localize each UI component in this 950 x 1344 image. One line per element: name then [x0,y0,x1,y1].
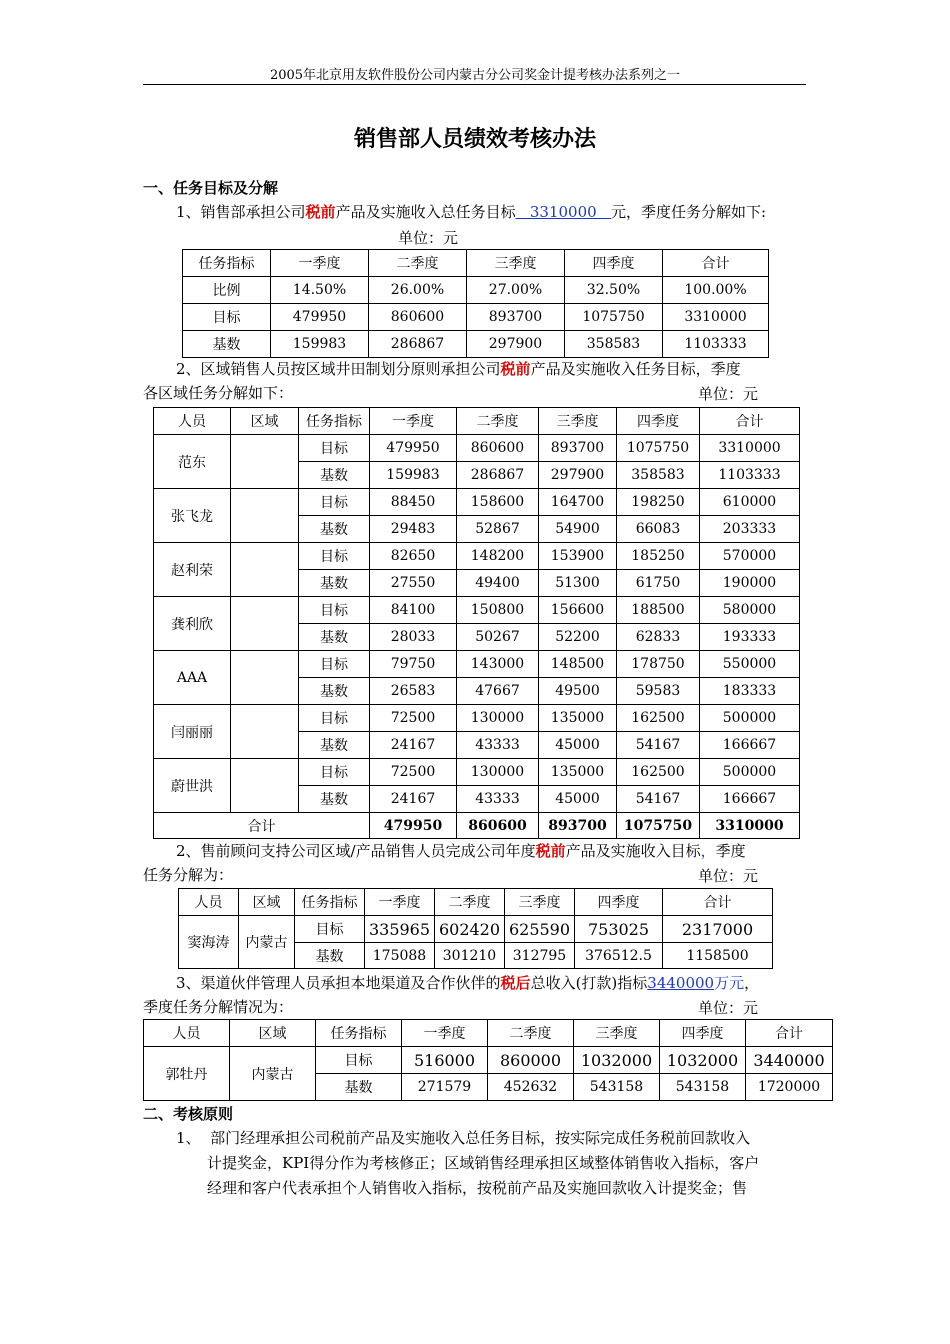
table1-unit: 单位：元 [398,229,459,247]
value-cell: 162500 [617,705,700,732]
region-cell [231,435,299,489]
value-cell: 54167 [617,786,700,813]
value-cell: 3440000 [746,1047,833,1074]
header-cell: 合计 [746,1020,833,1047]
value-cell: 625590 [505,916,575,943]
value-cell: 358583 [617,462,700,489]
metric-cell: 目标 [299,759,370,786]
table-cell: 1103333 [663,331,769,358]
person-name-cell: 赵利荣 [154,543,231,597]
value-cell: 52867 [457,516,539,543]
value-cell: 188500 [617,597,700,624]
p4-channel-target: 3440000 [647,974,715,992]
value-cell: 72500 [370,705,457,732]
header-cell: 二季度 [488,1020,574,1047]
header-cell: 一季度 [271,250,369,277]
header-cell: 人员 [144,1020,230,1047]
table-cell: 27.00% [467,277,565,304]
header-cell: 四季度 [565,250,663,277]
document-title: 销售部人员绩效考核办法 [353,127,596,152]
value-cell: 162500 [617,759,700,786]
person-name-cell: 龚利欣 [154,597,231,651]
p4-highlight-aftertax: 税后 [500,974,531,992]
value-cell: 24167 [370,732,457,759]
header-rule [143,84,806,85]
table-cell: 893700 [467,304,565,331]
value-cell: 1075750 [617,435,700,462]
presales-consultant-table [178,888,773,969]
total-value-cell: 860600 [457,813,539,839]
value-cell: 49500 [539,678,617,705]
value-cell: 2317000 [663,916,773,943]
value-cell: 28033 [370,624,457,651]
header-cell: 区域 [239,889,295,916]
header-cell: 四季度 [617,408,700,435]
table-header-row [179,889,773,916]
table-header-row [183,250,769,277]
p2-text-c: 产品及实施收入任务目标，季度 [530,360,741,378]
value-cell: 52200 [539,624,617,651]
value-cell: 185250 [617,543,700,570]
value-cell: 158600 [457,489,539,516]
header-cell: 三季度 [574,1020,660,1047]
header-cell: 二季度 [435,889,505,916]
table-cell: 358583 [565,331,663,358]
value-cell: 516000 [402,1047,488,1074]
region-cell [231,543,299,597]
value-cell: 610000 [700,489,800,516]
total-value-cell: 1075750 [617,813,700,839]
channel-partner-table [143,1019,833,1101]
section-2-line-1: 1、 部门经理承担公司税前产品及实施收入总任务目标，按实际完成任务税前回款收入 [176,1129,751,1147]
value-cell: 130000 [457,705,539,732]
value-cell: 893700 [539,435,617,462]
person-name-cell: 范东 [154,435,231,489]
header-cell: 三季度 [505,889,575,916]
value-cell: 54167 [617,732,700,759]
value-cell: 84100 [370,597,457,624]
paragraph-3-line-2: 任务分解为： [143,866,234,884]
value-cell: 50267 [457,624,539,651]
header-cell: 人员 [179,889,239,916]
region-cell: 内蒙古 [230,1047,316,1101]
table-cell: 32.50% [565,277,663,304]
header-cell: 四季度 [660,1020,746,1047]
header-cell: 合计 [663,889,773,916]
value-cell: 159983 [370,462,457,489]
header-cell: 二季度 [369,250,467,277]
value-cell: 860000 [488,1047,574,1074]
header-cell: 任务指标 [299,408,370,435]
person-name-cell: 张飞龙 [154,489,231,543]
p4-unit-text: 万元 [714,974,745,992]
value-cell: 3310000 [700,435,800,462]
table-row [154,651,800,678]
value-cell: 43333 [457,786,539,813]
metric-cell: 基数 [295,943,365,969]
p4-comma: ， [744,974,760,992]
table-row [183,304,769,331]
value-cell: 1032000 [574,1047,660,1074]
table-row [154,597,800,624]
table-cell: 297900 [467,331,565,358]
header-cell: 一季度 [365,889,435,916]
value-cell: 1720000 [746,1074,833,1101]
table-cell: 目标 [183,304,271,331]
value-cell: 543158 [660,1074,746,1101]
value-cell: 753025 [575,916,663,943]
p3-text-d: 季度 [715,842,746,860]
value-cell: 24167 [370,786,457,813]
table-cell: 479950 [271,304,369,331]
header-cell: 三季度 [539,408,617,435]
paragraph-3-line-1 [176,840,746,862]
region-cell [231,705,299,759]
metric-cell: 目标 [295,916,365,943]
section-2-line-3: 经理和客户代表承担个人销售收入指标，按税前产品及实施回款收入计提奖金；售 [207,1179,748,1197]
value-cell: 376512.5 [575,943,663,969]
value-cell: 79750 [370,651,457,678]
value-cell: 82650 [370,543,457,570]
person-name-cell: 郭牡丹 [144,1047,230,1101]
value-cell: 860600 [457,435,539,462]
value-cell: 135000 [539,759,617,786]
value-cell: 148200 [457,543,539,570]
paragraph-4-line-1 [176,972,759,994]
paragraph-2-line-2: 各区域任务分解如下： [143,384,294,402]
value-cell: 479950 [370,435,457,462]
metric-cell: 基数 [299,678,370,705]
header-cell: 一季度 [370,408,457,435]
header-cell: 三季度 [467,250,565,277]
table-row [154,489,800,516]
value-cell: 500000 [700,705,800,732]
metric-cell: 基数 [299,624,370,651]
metric-cell: 目标 [299,705,370,732]
header-cell: 区域 [231,408,299,435]
metric-cell: 基数 [299,462,370,489]
value-cell: 175088 [365,943,435,969]
header-cell: 人员 [154,408,231,435]
table-header-row [154,408,800,435]
value-cell: 570000 [700,543,800,570]
value-cell: 61750 [617,570,700,597]
value-cell: 183333 [700,678,800,705]
table3-unit: 单位：元 [698,867,759,885]
region-cell [231,597,299,651]
metric-cell: 基数 [316,1074,402,1101]
header-cell: 合计 [700,408,800,435]
table-row [183,331,769,358]
value-cell: 45000 [539,786,617,813]
p3-highlight-pretax: 税前 [535,842,566,860]
region-cell [231,489,299,543]
table-row [144,1047,833,1074]
value-cell: 198250 [617,489,700,516]
region-cell [231,759,299,813]
value-cell: 550000 [700,651,800,678]
metric-cell: 目标 [299,435,370,462]
table-cell: 159983 [271,331,369,358]
value-cell: 62833 [617,624,700,651]
header-cell: 任务指标 [295,889,365,916]
table-row [183,277,769,304]
p3-text-c: 产品及实施收入目标 [565,842,701,860]
metric-cell: 基数 [299,570,370,597]
header-cell: 二季度 [457,408,539,435]
value-cell: 312795 [505,943,575,969]
section-2-line-2: 计提奖金，KPI得分作为考核修正；区域销售经理承担区域整体销售收入指标，客户 [207,1154,760,1172]
value-cell: 543158 [574,1074,660,1101]
value-cell: 45000 [539,732,617,759]
table-cell: 100.00% [663,277,769,304]
value-cell: 49400 [457,570,539,597]
paragraph-4-line-2: 季度任务分解情况为： [143,998,294,1016]
paragraph-2-line-1 [176,358,741,380]
value-cell: 27550 [370,570,457,597]
person-name-cell: 闫丽丽 [154,705,231,759]
table-cell: 3310000 [663,304,769,331]
value-cell: 166667 [700,786,800,813]
table-cell: 14.50% [271,277,369,304]
metric-cell: 目标 [316,1047,402,1074]
value-cell: 47667 [457,678,539,705]
value-cell: 452632 [488,1074,574,1101]
header-cell: 合计 [663,250,769,277]
p1-text-a: 1、销售部承担公司 [176,203,306,221]
value-cell: 150800 [457,597,539,624]
header-cell: 四季度 [575,889,663,916]
section-2-heading: 二、考核原则 [143,1105,234,1123]
table-cell: 比例 [183,277,271,304]
person-name-cell: AAA [154,651,231,705]
total-value-cell: 479950 [370,813,457,839]
regional-sales-table [153,407,800,839]
table-cell: 26.00% [369,277,467,304]
total-value-cell: 3310000 [700,813,800,839]
person-name-cell: 蔚世洪 [154,759,231,813]
value-cell: 301210 [435,943,505,969]
table4-unit: 单位：元 [698,999,759,1017]
header-cell: 区域 [230,1020,316,1047]
region-cell [231,651,299,705]
value-cell: 135000 [539,705,617,732]
table-total-row [154,813,800,839]
metric-cell: 目标 [299,651,370,678]
page-header: 2005年北京用友软件股份公司内蒙古分公司奖金计提考核办法系列之一 [269,68,681,83]
table2-unit: 单位：元 [698,385,759,403]
value-cell: 88450 [370,489,457,516]
table-cell: 基数 [183,331,271,358]
table-row [154,705,800,732]
value-cell: 153900 [539,543,617,570]
value-cell: 43333 [457,732,539,759]
value-cell: 286867 [457,462,539,489]
p4-text-a: 3、渠道伙伴管理人员承担本地渠道及合作伙伴的 [176,974,501,992]
value-cell: 130000 [457,759,539,786]
value-cell: 51300 [539,570,617,597]
metric-cell: 基数 [299,516,370,543]
value-cell: 500000 [700,759,800,786]
quarterly-target-table [182,249,769,358]
value-cell: 193333 [700,624,800,651]
section-1-heading: 一、任务目标及分解 [143,179,279,197]
value-cell: 190000 [700,570,800,597]
region-cell: 内蒙古 [239,916,295,969]
table-header-row [144,1020,833,1047]
p2-highlight-pretax: 税前 [500,360,531,378]
value-cell: 166667 [700,732,800,759]
p3-text-a: 2、售前顾问支持公司区域/产品销售人员完成公司年度 [176,842,536,860]
table-row [179,916,773,943]
value-cell: 580000 [700,597,800,624]
metric-cell: 基数 [299,732,370,759]
value-cell: 1158500 [663,943,773,969]
p4-text-c: 总收入(打款)指标 [530,974,648,992]
p2-text-a: 2、区域销售人员按区域井田制划分原则承担公司 [176,360,501,378]
person-name-cell: 窦海涛 [179,916,239,969]
table-cell: 1075750 [565,304,663,331]
table-cell: 860600 [369,304,467,331]
table-row [154,435,800,462]
metric-cell: 目标 [299,489,370,516]
value-cell: 271579 [402,1074,488,1101]
table-row [154,543,800,570]
p1-total-target: 3310000 [515,203,611,221]
paragraph-1 [176,201,766,223]
metric-cell: 目标 [299,543,370,570]
value-cell: 66083 [617,516,700,543]
value-cell: 148500 [539,651,617,678]
total-value-cell: 893700 [539,813,617,839]
value-cell: 59583 [617,678,700,705]
value-cell: 26583 [370,678,457,705]
header-cell: 任务指标 [316,1020,402,1047]
table-row [154,759,800,786]
value-cell: 164700 [539,489,617,516]
total-label-cell: 合计 [154,813,370,839]
p1-text-c: 产品及实施收入总任务目标 [335,203,516,221]
p1-highlight-pretax: 税前 [305,203,336,221]
value-cell: 1103333 [700,462,800,489]
value-cell: 54900 [539,516,617,543]
value-cell: 29483 [370,516,457,543]
value-cell: 1032000 [660,1047,746,1074]
p3-comma: ， [700,842,716,860]
header-cell: 一季度 [402,1020,488,1047]
value-cell: 143000 [457,651,539,678]
value-cell: 602420 [435,916,505,943]
table-cell: 286867 [369,331,467,358]
value-cell: 156600 [539,597,617,624]
value-cell: 297900 [539,462,617,489]
value-cell: 203333 [700,516,800,543]
value-cell: 335965 [365,916,435,943]
metric-cell: 目标 [299,597,370,624]
header-cell: 任务指标 [183,250,271,277]
p1-text-e: 元，季度任务分解如下: [611,203,767,221]
value-cell: 178750 [617,651,700,678]
value-cell: 72500 [370,759,457,786]
metric-cell: 基数 [299,786,370,813]
